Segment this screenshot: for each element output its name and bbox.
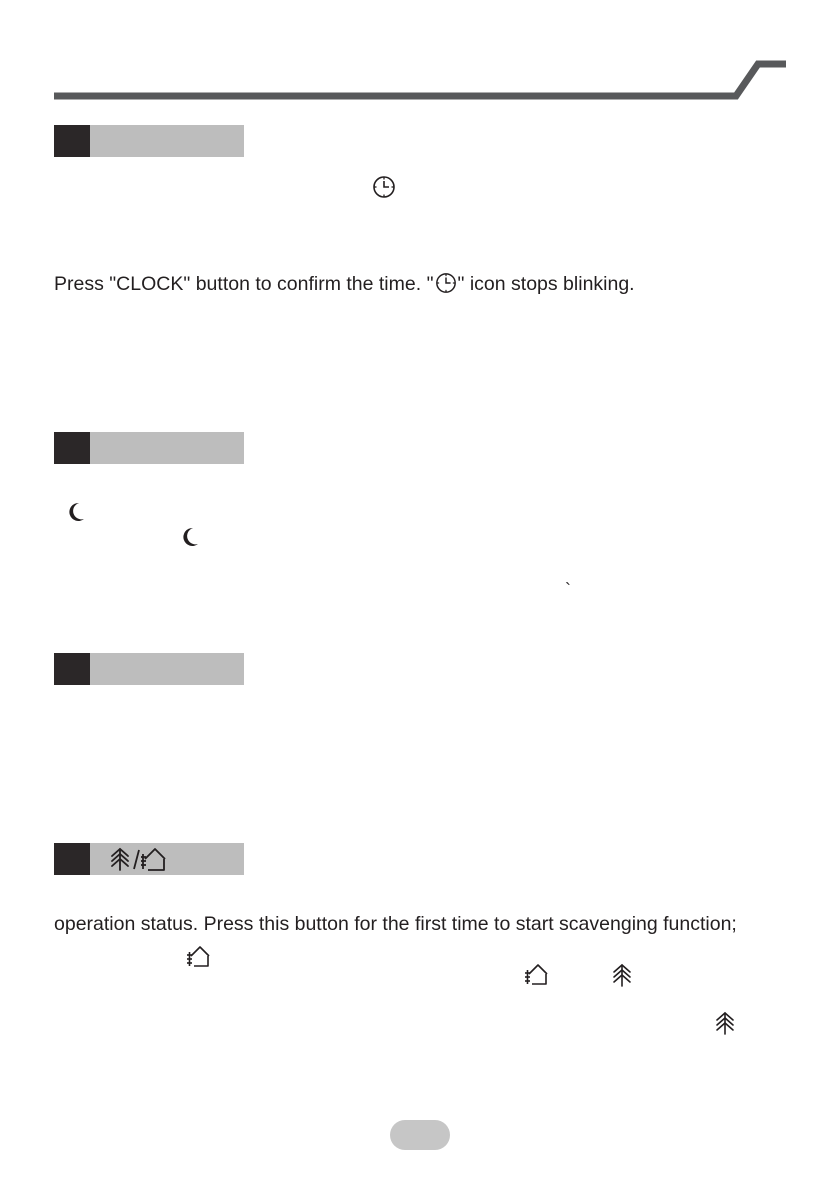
clock-text-part2: " icon stops blinking. bbox=[457, 273, 635, 295]
moon-icon bbox=[64, 500, 86, 524]
section-number-block bbox=[54, 125, 90, 157]
clock-icon bbox=[371, 175, 397, 199]
section-number-block bbox=[54, 843, 90, 875]
section-title-bar bbox=[90, 843, 244, 875]
clock-confirm-text bbox=[54, 272, 635, 296]
tree-icon bbox=[714, 1010, 736, 1036]
tree-icon bbox=[611, 962, 633, 988]
section-header-health bbox=[54, 843, 244, 875]
scavenging-house-icon bbox=[524, 962, 548, 986]
clock-text-part1: Press "CLOCK" button to confirm the time. " bbox=[54, 273, 434, 295]
scavenging-house-icon bbox=[186, 944, 210, 968]
clock-icon bbox=[434, 272, 458, 294]
section-title-bar bbox=[90, 125, 244, 157]
section-header-sleep bbox=[54, 432, 244, 464]
tree-house-icon-pair bbox=[108, 845, 168, 873]
section-number-block bbox=[54, 653, 90, 685]
section-title-bar bbox=[90, 653, 244, 685]
page-number-badge bbox=[390, 1120, 450, 1150]
header-rule bbox=[0, 0, 840, 110]
section-header-third bbox=[54, 653, 244, 685]
health-text-line-1: operation status. Press this button for the first time to start scavenging function; bbox=[54, 913, 737, 935]
section-number-block bbox=[54, 432, 90, 464]
moon-icon bbox=[178, 525, 200, 549]
section-title-bar bbox=[90, 432, 244, 464]
stray-mark: ` bbox=[565, 580, 571, 600]
section-header-clock bbox=[54, 125, 244, 157]
